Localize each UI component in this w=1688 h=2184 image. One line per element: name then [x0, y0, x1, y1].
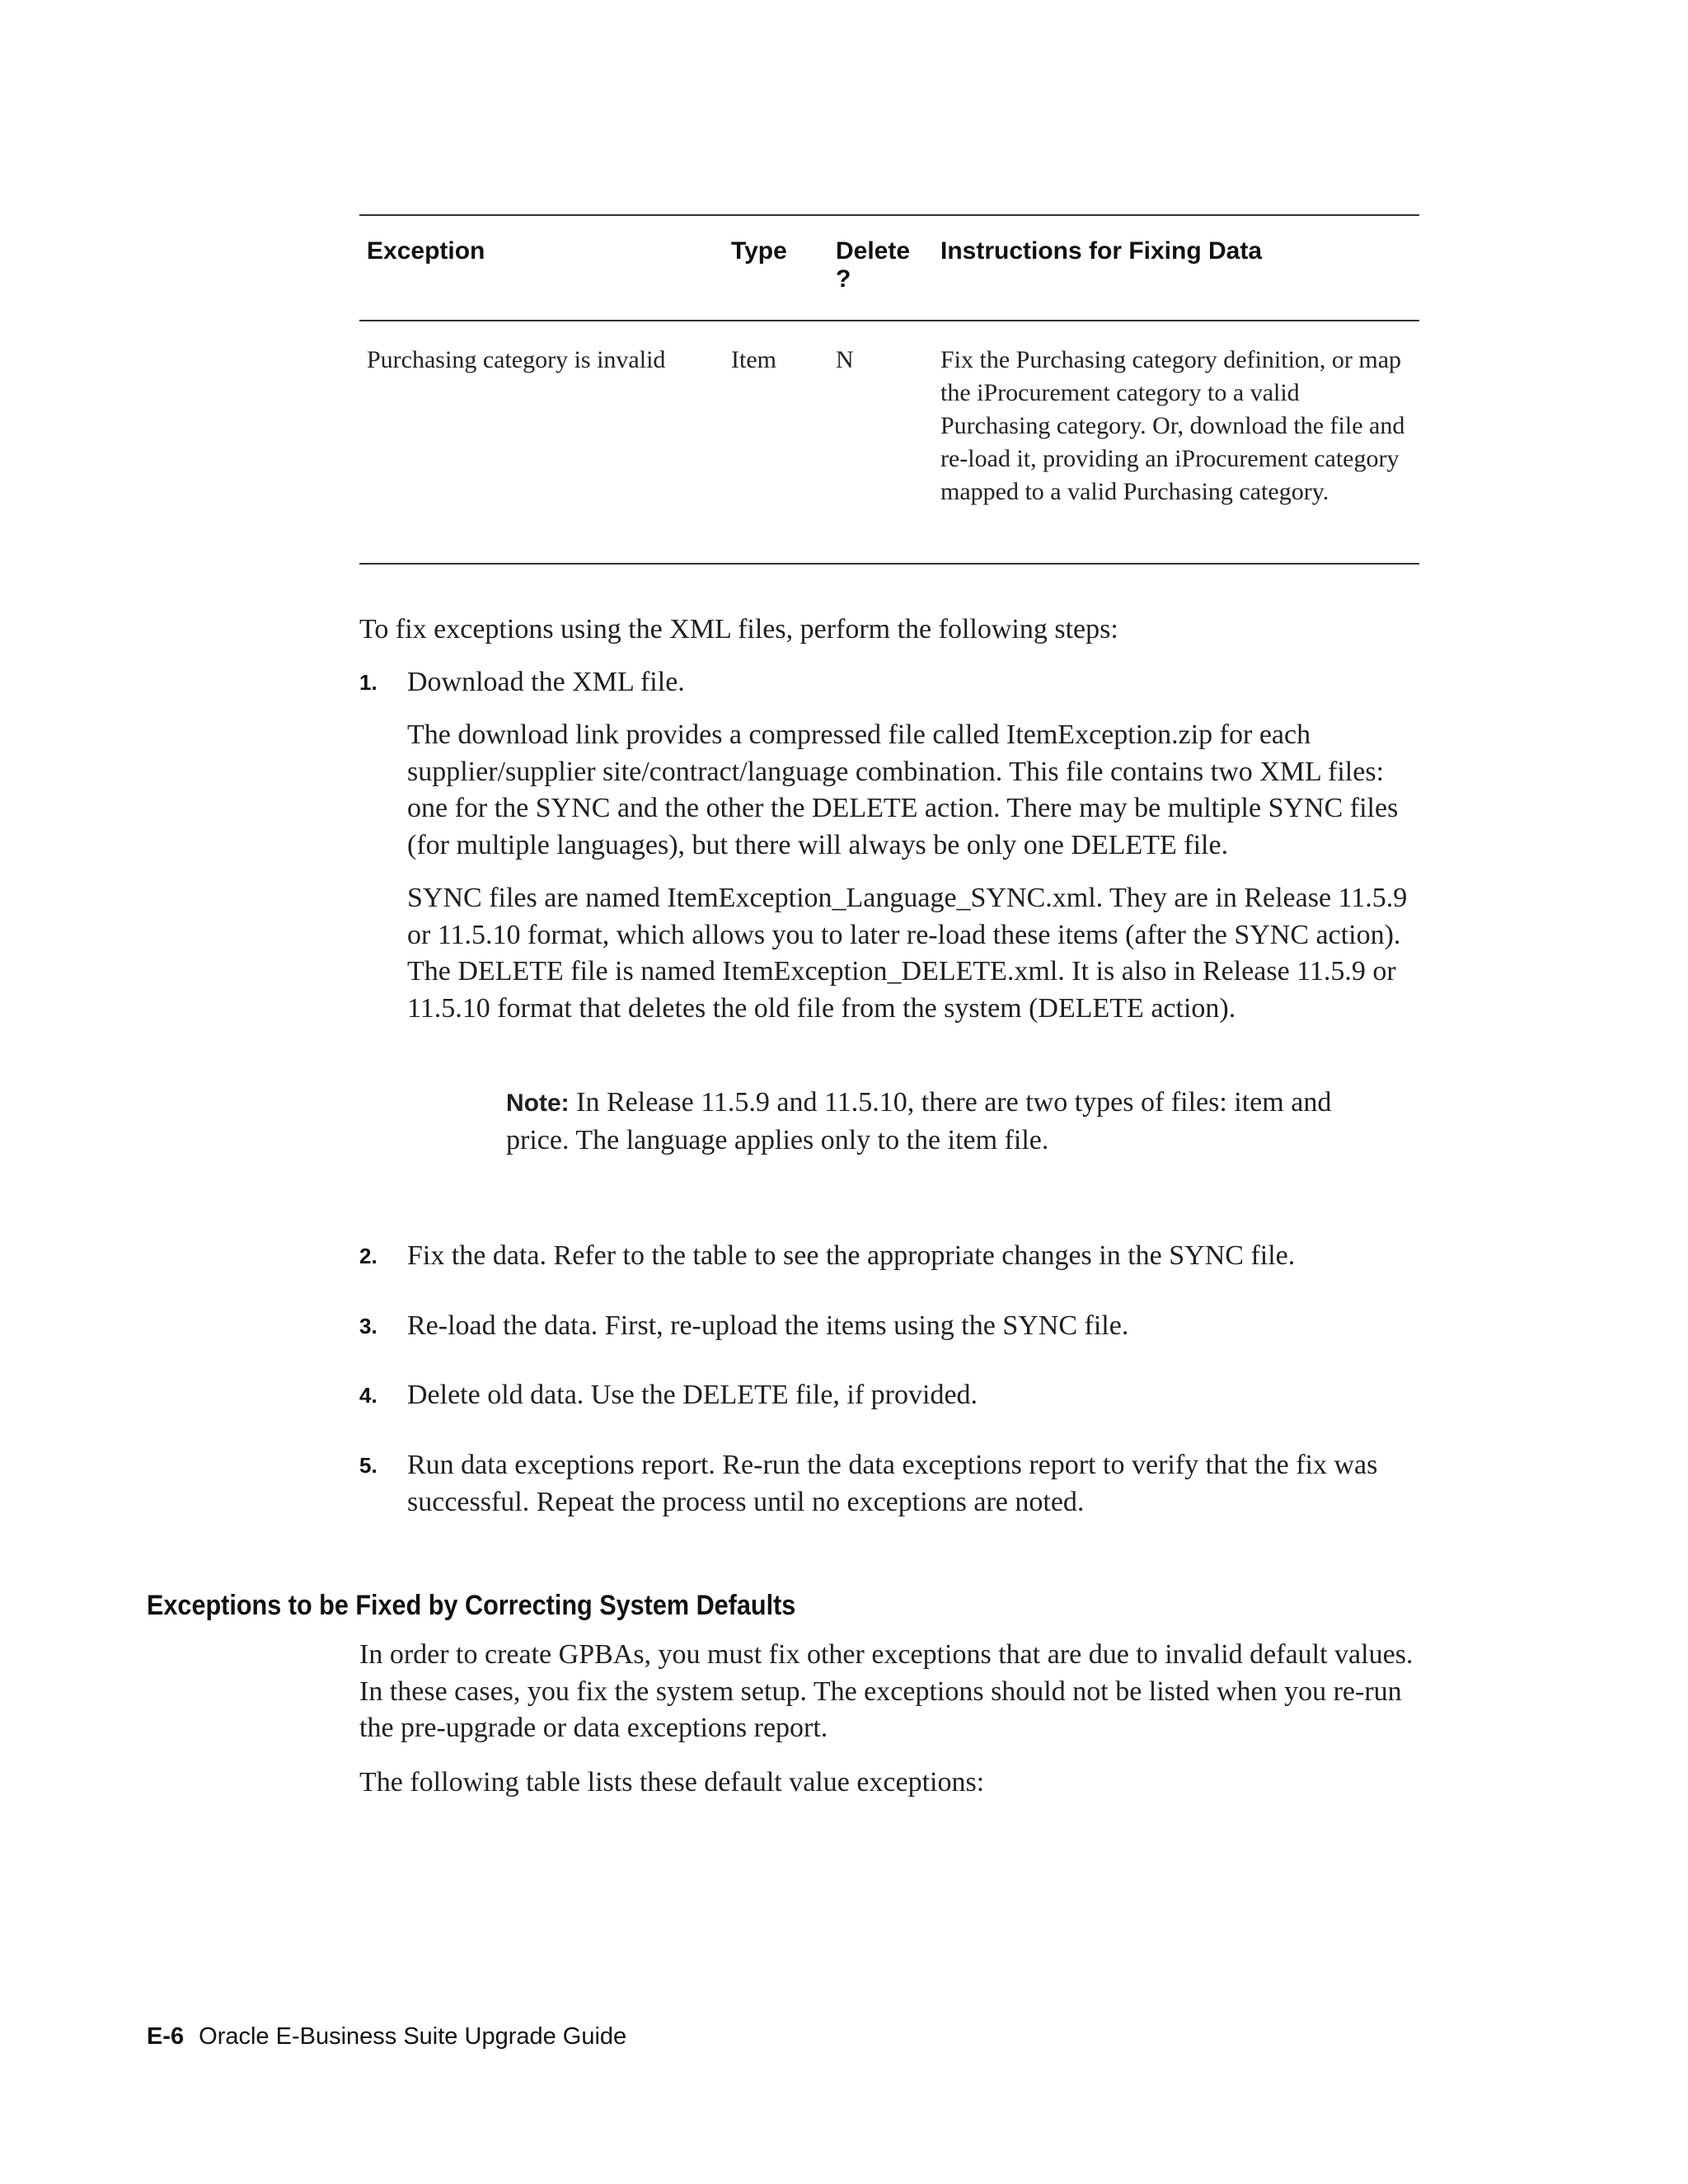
- table-row: [359, 321, 1419, 563]
- step-2-number: 2.: [359, 1244, 377, 1268]
- step-4-number: 4.: [359, 1383, 377, 1408]
- header-delete: Delete ?: [836, 237, 911, 293]
- cell-exception: Purchasing category is invalid: [367, 346, 666, 373]
- cell-type: Item: [731, 346, 776, 373]
- step-2-text: Fix the data. Refer to the table to see the appropriate changes in the SYNC file.: [407, 1240, 1296, 1271]
- step-5-number: 5.: [359, 1453, 377, 1478]
- table-bottom-rule: [359, 563, 1419, 565]
- section-paragraph-2: The following table lists these default value exceptions:: [359, 1767, 985, 1797]
- page-number: E-6: [147, 2023, 185, 2050]
- header-instructions: Instructions for Fixing Data: [940, 237, 1263, 265]
- cell-instructions: Fix the Purchasing category definition, or map the iProcurement category to a valid Purchasing category. Or, download the file and re-load it, providing an iProcurement category mapped to a valid Purchasing category.: [940, 346, 1405, 505]
- table-header-row: [359, 216, 1419, 320]
- exceptions-table: [359, 214, 1419, 565]
- section-paragraph-1: In order to create GPBAs, you must fix other exceptions that are due to invalid default values. In these cases, you fix the system setup. The exceptions should not be listed when you re-run the pre-upgrade or data exceptions report.: [359, 1639, 1414, 1743]
- book-title: Oracle E-Business Suite Upgrade Guide: [199, 2023, 627, 2050]
- intro-paragraph: To fix exceptions using the XML files, perform the following steps:: [359, 614, 1118, 644]
- step-1-text: Download the XML file.: [407, 667, 685, 697]
- note-label: Note:: [506, 1090, 570, 1117]
- note-text: In Release 11.5.9 and 11.5.10, there are two types of files: item and price. The language applies only to the item file.: [506, 1087, 1332, 1155]
- section-heading: Exceptions to be Fixed by Correcting System Defaults: [147, 1590, 796, 1621]
- cell-delete: N: [836, 346, 854, 373]
- step-4-text: Delete old data. Use the DELETE file, if provided.: [407, 1380, 978, 1410]
- page-footer: [147, 2022, 626, 2050]
- step-1-number: 1.: [359, 670, 377, 695]
- step-5-text: Run data exceptions report. Re-run the data exceptions report to verify that the fix was successful. Repeat the process until no exceptions are noted.: [407, 1450, 1378, 1517]
- header-type: Type: [731, 237, 787, 265]
- step-1-paragraph-1: The download link provides a compressed file called ItemException.zip for each supplier/supplier site/contract/language combination. This file contains two XML files: one for the SYNC and the other the DELETE action. There may be multiple SYNC files (for multiple languages), but there will always be only one DELETE file.: [407, 719, 1399, 860]
- header-exception: Exception: [367, 237, 485, 265]
- step-3-text: Re-load the data. First, re-upload the items using the SYNC file.: [407, 1310, 1129, 1341]
- step-1-paragraph-2: SYNC files are named ItemException_Language_SYNC.xml. They are in Release 11.5.9 or 11.5.10 format, which allows you to later re-load these items (after the SYNC action). The DELETE file is named ItemException_DELETE.xml. It is also in Release 11.5.9 or 11.5.10 format that deletes the old file from the system (DELETE action).: [407, 883, 1408, 1024]
- step-3-number: 3.: [359, 1314, 377, 1338]
- note-box: [506, 1085, 1363, 1159]
